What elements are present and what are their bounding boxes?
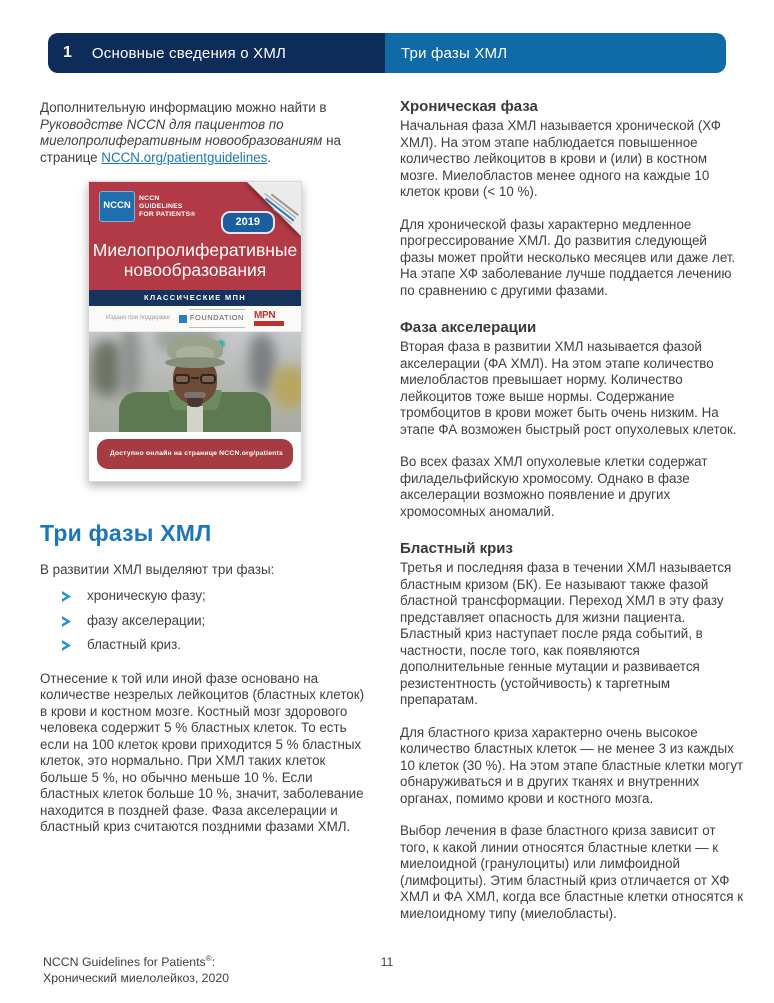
chevron-right-icon — [62, 591, 71, 602]
intro-paragraph — [40, 100, 374, 166]
phase-list — [40, 588, 374, 654]
chapter-title: Основные сведения о ХМЛ — [91, 44, 287, 62]
intro-text-start: Дополнительную информацию можно найти в — [40, 100, 327, 115]
cover-availability-banner: Доступно онлайн на странице NCCN.org/patients — [97, 439, 293, 469]
section-header-right — [385, 33, 726, 73]
list-item-label: бластный криз. — [87, 637, 182, 652]
nccn-logo — [99, 191, 195, 222]
section-accelerated-phase — [400, 319, 744, 520]
list-item — [40, 588, 374, 605]
person-cap-brim — [165, 357, 225, 368]
chapter-header-left — [48, 33, 385, 73]
registered-mark: ® — [205, 954, 212, 963]
body-paragraph: Для бластного криза характерно очень высокое количество бластных клеток — не менее 3 из каждых 10 клеток (30 %). На этом этапе бластные клетки могут обнаруживаться и в других тканях и внутренних органах, помимо крови и костного мозга. — [400, 724, 744, 806]
body-paragraph: Третья и последняя фаза в течении ХМЛ называется бластным кризом (БК). Ее называют также фазой бластной трансформации. Переход ХМЛ в эту фазу представляет опасность для жизни пациента. Бластный криз наступает после ряда событий, в частности, после того, как появляются дополнительные генные мутации и развивается резистентность (устойчивость) к таргетным препаратам. — [400, 560, 732, 707]
page-number: 11 — [380, 955, 394, 969]
section-title: Три фазы ХМЛ — [401, 44, 508, 62]
mpn-logo-bar — [254, 321, 284, 326]
page-section-heading: Три фазы ХМЛ — [40, 519, 212, 546]
sponsor-label: Издано при поддержке — [106, 315, 170, 322]
sponsor-band — [89, 306, 301, 332]
body-paragraph: Вторая фаза в развитии ХМЛ называется фазой акселерации (ФА ХМЛ). На этом этапе количество миелобластов превышает норму. Количество лейкоцитов тоже выше нормы. Содержание тромбоцитов в крови может быть очень низким. На этапе ФА возможен быстрый рост опухолевых клеток. — [400, 339, 737, 437]
photo-background-blob — [273, 366, 301, 408]
cover-subtitle-band: КЛАССИЧЕСКИЕ МПН — [89, 290, 301, 306]
list-item — [40, 613, 374, 630]
year-badge: 2019 — [221, 211, 275, 234]
chevron-right-icon — [62, 640, 71, 651]
person-glasses — [174, 374, 216, 385]
nccn-logo-box: NCCN — [99, 191, 135, 222]
intro-text-middle: на странице — [40, 133, 341, 165]
body-paragraph: Во всех фазах ХМЛ опухолевые клетки содержат филадельфийскую хромосому. Однако в фазе акселерации возможно появление и других хромосомных аномалий. — [400, 454, 708, 519]
body-paragraph: Для хронической фазы характерно медленное прогрессирование ХМЛ. До развития следующей фазы может пройти несколько месяцев или даже лет. На этапе ХФ заболевание лучше поддается лечению по сравнению с другими фазами. — [400, 216, 736, 298]
chapter-header-bar — [48, 33, 726, 73]
chapter-number: 1 — [63, 44, 72, 61]
book-cover-image — [88, 181, 302, 482]
footer-line2: Хронический миелолейкоз, 2020 — [43, 970, 230, 985]
list-item-label: хроническую фазу; — [87, 588, 206, 603]
patientguidelines-link[interactable]: NCCN.org/patientguidelines — [101, 149, 268, 165]
phase-list-intro: В развитии ХМЛ выделяют три фазы: — [40, 561, 275, 577]
cover-red-header — [89, 182, 301, 290]
foundation-logo: FOUNDATION — [179, 309, 245, 328]
nccn-logo-text: NCCN GUIDELINES FOR PATIENTS® — [139, 195, 196, 219]
patient-photo — [89, 332, 301, 432]
person-goatee — [187, 398, 203, 407]
subsection-heading: Бластный криз — [400, 540, 513, 557]
list-item-label: фазу акселерации; — [87, 612, 206, 628]
chevron-right-icon — [62, 616, 71, 627]
intro-text-end: . — [267, 149, 272, 165]
mpn-logo: MPN — [254, 311, 284, 326]
section-blast-crisis — [400, 540, 744, 922]
body-paragraph: Начальная фаза ХМЛ называется хронической (ХФ ХМЛ). На этом этапе наблюдается повышенное количество лейкоцитов в крови и (или) в костном мозге. Миелобластов менее одного на каждые 10 клеток крови (< 10 %). — [400, 118, 721, 199]
left-column — [40, 100, 374, 836]
section-chronic-phase — [400, 98, 744, 299]
person-shirt — [187, 406, 203, 432]
phases-explanation-paragraph: Отнесение к той или иной фазе основано на количестве незрелых лейкоцитов (бластных клеток) в крови и костном мозге. Костный мозг здорового человека содержит 5 % бластных клеток. То есть если на 100 клеток крови приходится 5 % бластных клеток, это нормально. При ХМЛ таких клеток больше 5 %, но обычно меньше 10 %. Если бластных клеток больше 10 %, значит, заболевание находится в поздней фазе. Фаза акселерации и бластный криз считаются поздними фазами ХМЛ. — [40, 670, 365, 834]
subsection-heading: Хроническая фаза — [400, 98, 538, 115]
body-paragraph: Выбор лечения в фазе бластного криза зависит от того, к какой линии относятся бластные клетки — к миелоидной (гранулоциты) или лимфоидной (лимфоциты). Этим бластный криз отличается от ХФ ХМЛ и ФА ХМЛ, когда все бластные клетки относятся к миелоидному типу (миелобласты). — [400, 823, 744, 921]
list-item — [40, 637, 374, 654]
subsection-heading: Фаза акселерации — [400, 319, 537, 336]
right-column — [400, 98, 744, 938]
guideline-title-italic: Руководстве NCCN для пациентов по миелопролиферативным новообразованиям — [40, 116, 323, 148]
foundation-logo-mark — [179, 315, 187, 323]
footer-line1: NCCN Guidelines for Patients®: — [43, 954, 215, 970]
cover-banner-area — [89, 432, 301, 481]
photo-person — [115, 332, 275, 432]
cover-title: Миелопролиферативные новообразования — [92, 240, 298, 280]
